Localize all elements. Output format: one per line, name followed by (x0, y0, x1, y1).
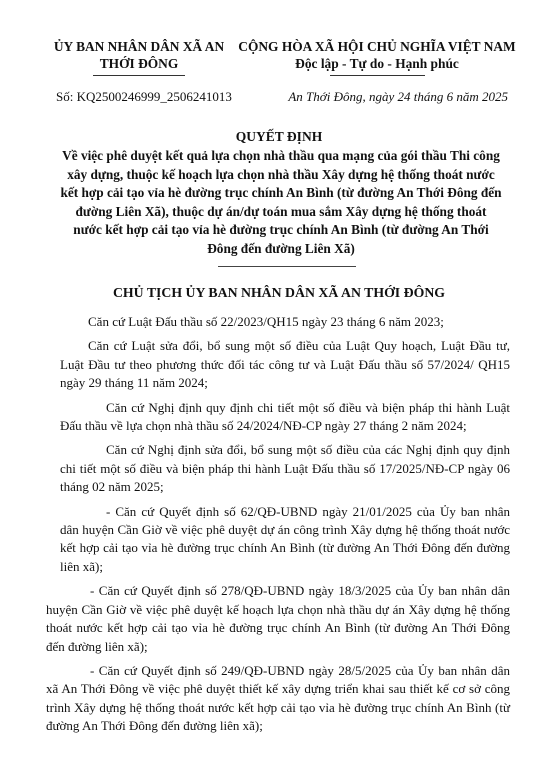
national-heading (236, 38, 518, 76)
motto: Độc lập - Tự do - Hạnh phúc (295, 56, 459, 71)
legal-basis-paragraph: - Căn cứ Quyết định số 249/QĐ-UBND ngày 28/5/2025 của Ủy ban nhân dân xã An Thới Đông về việc phê duyệt thiết kế xây dựng triển khai sau thiết kế cơ sở công trình Xây dựng hệ thống thoát nước kết hợp cải tạo vỉa hè đường trục chính An Bình (từ đường An Thới Đông đến đường liên xã); (46, 662, 510, 734)
agency-underline (93, 75, 185, 76)
motto-underline (330, 75, 425, 76)
legal-basis-paragraph: - Căn cứ Quyết định số 278/QĐ-UBND ngày 18/3/2025 của Ủy ban nhân dân huyện Cần Giờ về việc phê duyệt kế hoạch lựa chọn nhà thầu dự án Xây dựng hệ thống thoát nước kết hợp cải tạo vỉa hè đường trục chính An Bình (từ đường An Thới Đông đến đường liên xã); (46, 583, 510, 654)
agency-line-2: THỚI ĐÔNG (99, 56, 179, 71)
document-date: An Thới Đông, ngày 24 tháng 6 năm 2025 (288, 89, 508, 104)
legal-basis-paragraph: - Căn cứ Quyết định số 62/QĐ-UBND ngày 21/01/2025 của Ủy ban nhân dân huyện Cần Giờ về việc phê duyệt dự án công trình Xây dựng hệ thống thoát nước kết hợp cải tạo vỉa hè đường trục chính An Bình (từ đường An Thới Đông đến đường liên xã); (60, 503, 510, 574)
issuing-agency (48, 38, 230, 76)
agency-line-1: ỦY BAN NHÂN DÂN XÃ AN (53, 39, 225, 54)
document-number: Số: KQ2500246999_2506241013 (56, 89, 232, 104)
legal-basis-paragraph: Căn cứ Luật sửa đổi, bổ sung một số điều của Luật Quy hoạch, Luật Đầu tư, Luật Đầu tư theo phương thức đối tác công tư và Luật Đấu thầu số 57/2024/ QH15 ngày 29 tháng 11 năm 2024; (60, 338, 510, 391)
legal-basis-paragraph: Căn cứ Nghị định sửa đổi, bổ sung một số điều của các Nghị định quy định chi tiết một số điều và biện pháp thi hành Luật Đấu thầu số 17/2025/NĐ-CP ngày 06 tháng 02 năm 2025; (60, 442, 510, 495)
document-body (46, 313, 510, 742)
legal-basis-paragraph: Căn cứ Luật Đấu thầu số 22/2023/QH15 ngày 23 tháng 6 năm 2023; (88, 314, 444, 329)
subject-separator (218, 266, 356, 267)
country-name: CỘNG HÒA XÃ HỘI CHỦ NGHĨA VIỆT NAM (238, 39, 516, 54)
legal-basis-paragraph: Căn cứ Nghị định quy định chi tiết một số điều và biện pháp thi hành Luật Đấu thầu về lựa chọn nhà thầu số 24/2024/NĐ-CP ngày 27 tháng 2 năm 2024; (60, 399, 510, 434)
authority-heading: CHỦ TỊCH ỦY BAN NHÂN DÂN XÃ AN THỚI ĐÔNG (112, 285, 446, 300)
document-title: QUYẾT ĐỊNH (235, 129, 323, 144)
document-subject: Về việc phê duyệt kết quả lựa chọn nhà thầu qua mạng của gói thầu Thi công xây dựng, thuộc kế hoạch lựa chọn nhà thầu Xây dựng hệ thống thoát nước kết hợp cải tạo vỉa hè đường trục chính An Bình (từ đường An Thới Đông đến đường Liên Xã), thuộc dự án/dự toán mua sắm Xây dựng hệ thống thoát nước kết hợp cải tạo vỉa hè đường trục chính An Bình (từ đường An Thới Đông đến đường Liên Xã) (60, 148, 502, 256)
